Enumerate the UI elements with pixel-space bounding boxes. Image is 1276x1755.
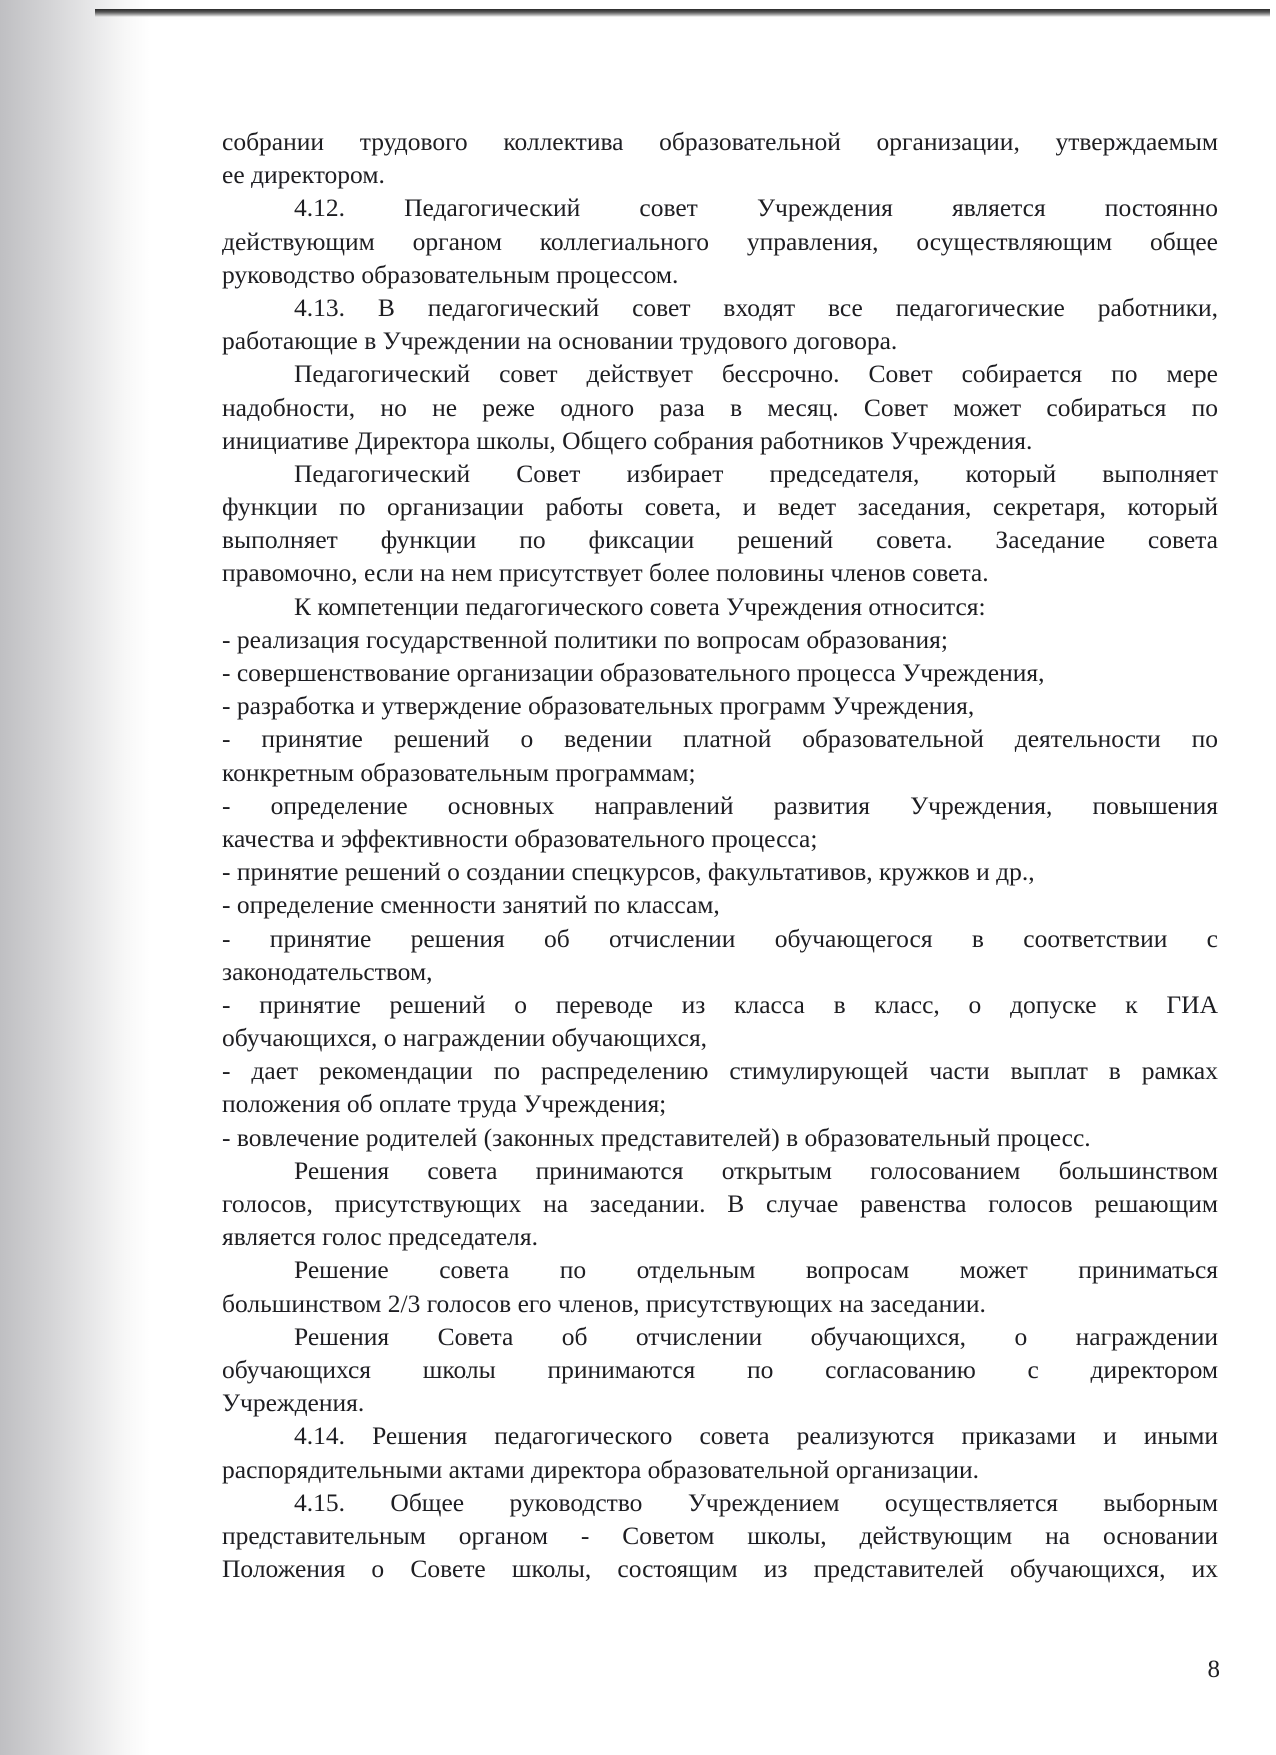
- text-line: Педагогический Совет избирает председателя, который выполняет: [294, 458, 1218, 488]
- text-line: - реализация государственной политики по вопросам образования;: [222, 624, 948, 654]
- text-line: - разработка и утверждение образовательных программ Учреждения,: [222, 691, 975, 721]
- text-line: голосов, присутствующих на заседании. В случае равенства голосов решающим: [222, 1189, 1218, 1218]
- text-line: надобности, но не реже одного раза в месяц. Совет может собираться по: [222, 392, 1218, 422]
- text-line: функции по организации работы совета, и ведет заседания, секретаря, который: [222, 492, 1218, 522]
- text-line: положения об оплате труда Учреждения;: [222, 1089, 667, 1119]
- text-line: законодательством,: [222, 956, 433, 986]
- text-line: действующим органом коллегиального управления, осуществляющим общее: [222, 226, 1218, 256]
- text-line: - принятие решений о создании спецкурсов, факультативов, кружков и др.,: [222, 857, 1035, 887]
- text-line: Решения совета принимаются открытым голосованием большинством: [294, 1155, 1218, 1185]
- text-line: - принятие решений о переводе из класса в класс, о допуске к ГИА: [222, 989, 1218, 1019]
- document-body: [222, 125, 1218, 1585]
- text-line: обучающихся, о награждении обучающихся,: [222, 1023, 708, 1053]
- text-line: - принятие решений о ведении платной образовательной деятельности по: [222, 724, 1218, 754]
- text-line: 4.15. Общее руководство Учреждением осуществляется выборным: [294, 1487, 1218, 1517]
- text-line: Положения о Совете школы, состоящим из представителей обучающихся, их: [222, 1554, 1218, 1584]
- text-line: выполняет функции по фиксации решений совета. Заседание совета: [222, 525, 1218, 555]
- text-line: инициативе Директора школы, Общего собрания работников Учреждения.: [222, 425, 1033, 455]
- text-line: - дает рекомендации по распределению стимулирующей части выплат в рамках: [222, 1056, 1218, 1086]
- text-line: 4.14. Решения педагогического совета реализуются приказами и иными: [294, 1421, 1218, 1451]
- text-line: правомочно, если на нем присутствует более половины членов совета.: [222, 558, 989, 588]
- text-line: - вовлечение родителей (законных представителей) в образовательный процесс.: [222, 1122, 1091, 1152]
- text-line: Педагогический совет действует бессрочно. Совет собирается по мере: [294, 359, 1218, 389]
- text-line: - определение основных направлений развития Учреждения, повышения: [222, 790, 1218, 820]
- text-line: руководство образовательным процессом.: [222, 259, 679, 289]
- text-line: ее директором.: [222, 160, 385, 190]
- text-line: Учреждения.: [222, 1388, 365, 1418]
- text-line: - определение сменности занятий по классам,: [222, 890, 720, 920]
- text-line: распорядительными актами директора образовательной организации.: [222, 1454, 980, 1484]
- text-line: К компетенции педагогического совета Учреждения относится:: [294, 591, 986, 621]
- text-line: - совершенствование организации образовательного процесса Учреждения,: [222, 658, 1045, 687]
- text-line: - принятие решения об отчислении обучающегося в соответствии с: [222, 923, 1218, 953]
- scan-top-edge: [95, 9, 1270, 17]
- text-line: большинством 2/3 голосов его членов, присутствующих на заседании.: [222, 1288, 986, 1318]
- text-line: собрании трудового коллектива образовательной организации, утверждаемым: [222, 127, 1218, 156]
- text-line: конкретным образовательным программам;: [222, 757, 696, 787]
- text-line: работающие в Учреждении на основании трудового договора.: [222, 326, 898, 356]
- text-line: Решения Совета об отчислении обучающихся, о награждении: [294, 1321, 1218, 1351]
- text-line: 4.12. Педагогический совет Учреждения является постоянно: [294, 193, 1218, 223]
- scan-shadow: [0, 0, 150, 1755]
- page-number: 8: [1207, 1656, 1220, 1683]
- text-line: 4.13. В педагогический совет входят все педагогические работники,: [294, 292, 1218, 322]
- text-line: Решение совета по отдельным вопросам может приниматься: [294, 1255, 1218, 1285]
- text-line: представительным органом - Советом школы, действующим на основании: [222, 1520, 1218, 1550]
- text-line: качества и эффективности образовательного процесса;: [222, 823, 818, 853]
- text-line: является голос председателя.: [222, 1222, 539, 1252]
- text-line: обучающихся школы принимаются по согласованию с директором: [222, 1354, 1218, 1384]
